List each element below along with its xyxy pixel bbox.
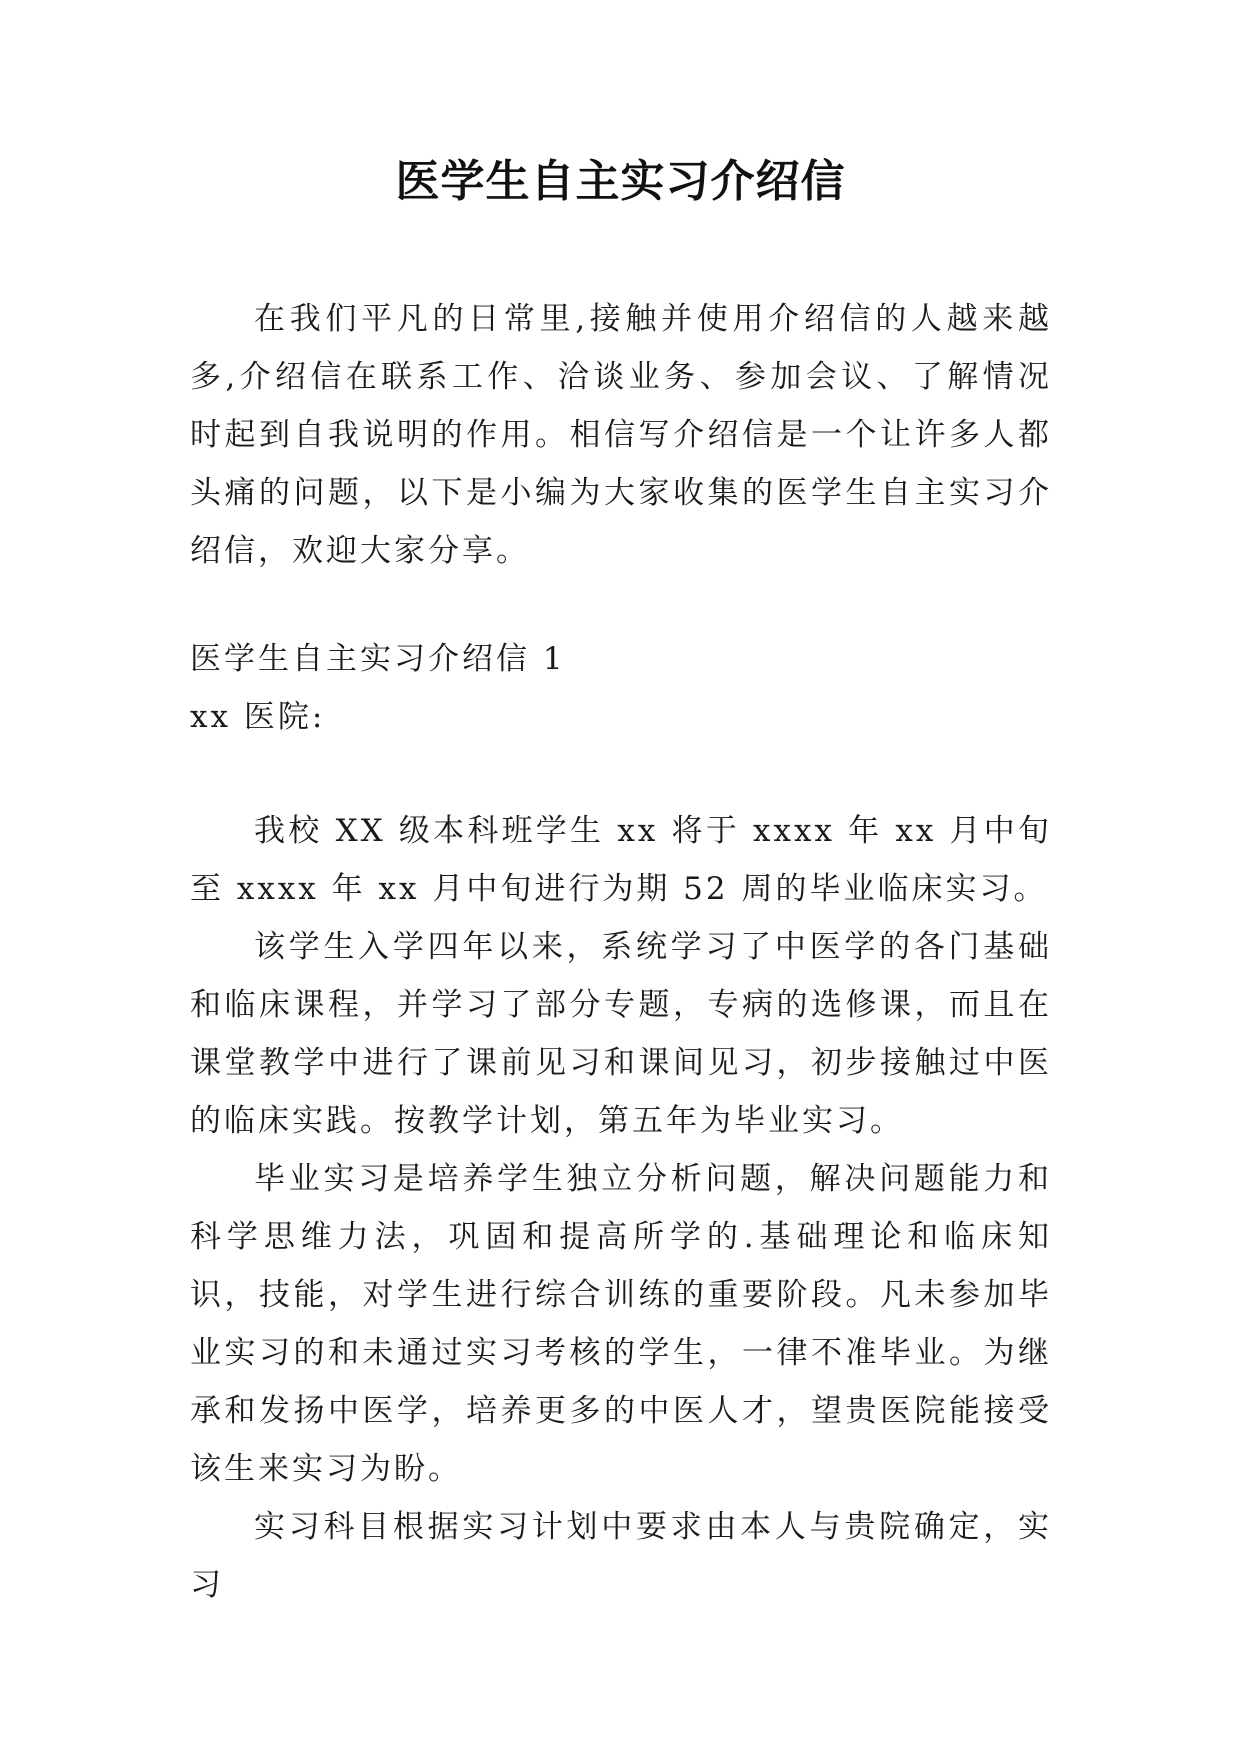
body-paragraph-1: 我校 XX 级本科班学生 xx 将于 xxxx 年 xx 月中旬至 xxxx 年 xx 月中旬进行为期 52 周的毕业临床实习。 — [190, 813, 1052, 907]
body-paragraph-4: 实习科目根据实习计划中要求由本人与贵院确定，实习 — [190, 1509, 1052, 1603]
body-paragraph-2: 该学生入学四年以来，系统学习了中医学的各门基础和临床课程，并学习了部分专题，专病的选修课，而且在课堂教学中进行了课前见习和课间见习，初步接触过中医的临床实践。按教学计划，第五年为毕业实习。 — [190, 929, 1052, 1139]
intro-paragraph: 在我们平凡的日常里,接触并使用介绍信的人越来越多,介绍信在联系工作、洽谈业务、参加会议、了解情况时起到自我说明的作用。相信写介绍信是一个让许多人都头痛的问题，以下是小编为大家收集的医学生自主实习介绍信，欢迎大家分享。 — [190, 301, 1052, 569]
body-paragraph-3: 毕业实习是培养学生独立分析问题，解决问题能力和科学思维力法，巩固和提高所学的.基础理论和临床知识，技能，对学生进行综合训练的重要阶段。凡未参加毕业实习的和未通过实习考核的学生，一律不准毕业。为继承和发扬中医学，培养更多的中医人才，望贵医院能接受该生来实习为盼。 — [190, 1161, 1052, 1487]
salutation: xx 医院: — [190, 699, 326, 735]
document-title: 医学生自主实习介绍信 — [395, 156, 846, 207]
document-body — [190, 290, 1052, 1614]
section-title: 医学生自主实习介绍信 1 — [190, 641, 566, 677]
